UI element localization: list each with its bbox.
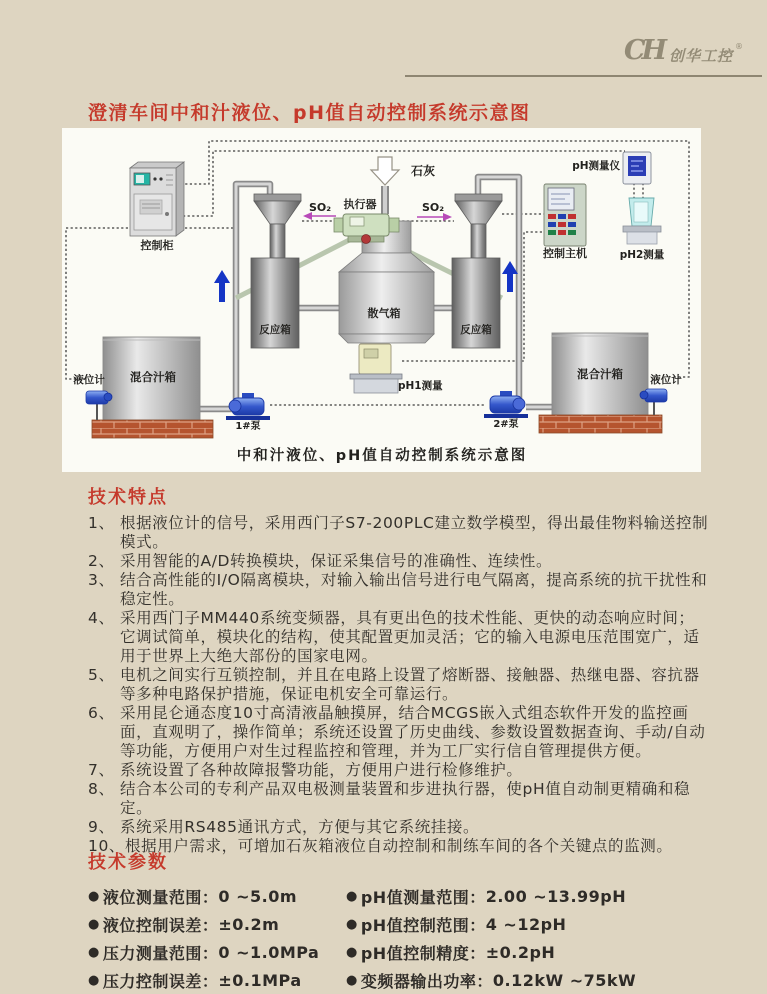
mix-tank-left <box>92 337 213 438</box>
bullet-icon: ● <box>346 916 358 932</box>
parameter-separator: ： <box>201 943 219 963</box>
feature-item <box>88 609 710 666</box>
parameter-row <box>346 966 728 994</box>
parameter-separator: ： <box>469 915 486 935</box>
parameter-row <box>88 938 346 966</box>
bullet-icon: ● <box>346 888 358 904</box>
pump1-label: 1#泵 <box>235 421 261 432</box>
brick-base-right <box>539 415 662 433</box>
feature-item <box>88 666 710 704</box>
feature-number: 1、 <box>88 514 115 532</box>
parameter-label: pH值控制范围 <box>360 915 470 935</box>
parameter-value: 4 ~12pH <box>485 914 567 934</box>
bullet-icon: ● <box>88 944 100 960</box>
so2-left-label: SO₂ <box>308 201 332 214</box>
parameter-separator: ： <box>469 887 486 907</box>
reaction-box-right-label: 反应箱 <box>460 324 492 336</box>
feature-text: 系统设置了各种故障报警功能，方便用户进行检修维护。 <box>120 761 523 779</box>
parameter-row <box>346 938 728 966</box>
feature-text: 根据用户需求，可增加石灰箱液位自动控制和制练车间的各个关键点的监测。 <box>125 837 673 855</box>
parameters-left-column <box>88 882 346 994</box>
control-host-buttons <box>548 214 576 235</box>
ph1-measure-label: pH1测量 <box>398 380 443 392</box>
reaction-box-left-label: 反应箱 <box>259 324 291 336</box>
ph-meter-label: pH测量仪 <box>572 160 620 172</box>
parameter-value: 0 ~5.0m <box>218 886 297 906</box>
parameter-separator: ： <box>469 943 486 963</box>
feature-text: 结合高性能的I/O隔离模块，对输入输出信号进行电气隔离，提高系统的抗干扰性和稳定性。 <box>120 571 708 608</box>
technical-features-section <box>88 483 710 856</box>
feature-number: 7、 <box>88 761 115 779</box>
features-list <box>88 514 710 856</box>
control-host-label: 控制主机 <box>543 247 587 260</box>
parameter-separator: ： <box>201 971 219 991</box>
ph2-measure-label: pH2测量 <box>619 249 665 261</box>
lime-label: 石灰 <box>411 164 436 178</box>
page-title: 澄清车间中和汁液位、pH值自动控制系统示意图 <box>88 102 531 124</box>
bullet-icon: ● <box>346 972 358 988</box>
feature-number: 10、 <box>88 837 126 855</box>
features-heading: 技术特点 <box>88 487 168 508</box>
actuator-label: 执行器 <box>343 198 377 211</box>
level-gauge-left-label: 液位计 <box>73 374 105 386</box>
bullet-icon: ● <box>88 972 100 988</box>
bullet-icon: ● <box>88 888 100 904</box>
parameters-heading: 技术参数 <box>88 852 168 873</box>
mix-tank-right <box>539 333 662 433</box>
feature-item <box>88 514 710 552</box>
control-cabinet <box>130 162 184 236</box>
parameter-value: 0 ~1.0MPa <box>218 942 320 962</box>
feature-item <box>88 780 710 818</box>
feature-text: 结合本公司的专利产品双电极测量装置和步进执行器，使pH值自动制更精确和稳定。 <box>120 780 691 817</box>
parameters-right-column <box>346 882 728 994</box>
feature-text: 电机之间实行互锁控制，并且在电路上设置了熔断器、接触器、热继电器、容抗器等多种电路保护措施，保证电机安全可靠运行。 <box>120 666 700 703</box>
parameter-value: ±0.1MPa <box>218 970 302 990</box>
parameter-value: 2.00 ~13.99pH <box>485 886 627 906</box>
pump2-label: 2#泵 <box>493 419 519 430</box>
parameter-label: 液位测量范围 <box>102 887 202 907</box>
brick-base-left <box>92 420 213 438</box>
parameter-label: pH值测量范围 <box>360 887 470 907</box>
parameter-row <box>346 882 728 910</box>
feature-item <box>88 704 710 761</box>
feature-item <box>88 552 710 571</box>
company-logo <box>623 35 743 66</box>
logo-company-name: 创华工控 <box>668 47 733 65</box>
feature-number: 3、 <box>88 571 115 589</box>
parameters-grid <box>88 882 728 994</box>
mix-tank-left-label: 混合汁箱 <box>130 370 176 384</box>
diagram-caption: 中和汁液位、pH值自动控制系统示意图 <box>236 448 528 464</box>
feature-text: 采用西门子MM440系统变频器，具有更出色的技术性能、更快的动态响应时间；它调试简单，模块化的结构，使其配置更加灵活；它的输入电源电压范围宽广，适用于世界上大绝大部份的国家电网。 <box>120 609 700 665</box>
parameter-row <box>88 882 346 910</box>
parameter-label: 变频器输出功率 <box>360 971 477 991</box>
feature-number: 9、 <box>88 818 115 836</box>
bullet-icon: ● <box>88 916 100 932</box>
mix-tank-right-label: 混合汁箱 <box>577 367 623 381</box>
feature-number: 4、 <box>88 609 115 627</box>
level-gauge-right-label: 液位计 <box>650 374 682 386</box>
feature-text: 采用昆仑通态度10寸高清液晶触摸屏，结合MCGS嵌入式组态软件开发的监控画面，直观明了，操作简单；系统还设置了历史曲线、参数设置数据查询、手动/自动等功能，方便用户对生过程监控和管理，并为工厂实行信自管理提供方便。 <box>120 704 706 760</box>
actuator-valve <box>362 235 371 244</box>
parameter-separator: ： <box>201 887 219 907</box>
bullet-icon: ● <box>346 944 358 960</box>
technical-parameters-section <box>88 848 728 994</box>
parameter-value: ±0.2pH <box>485 942 556 962</box>
control-host <box>544 184 586 246</box>
parameter-row <box>88 966 346 994</box>
feature-text: 根据液位计的信号，采用西门子S7-200PLC建立数学模型，得出最佳物料输送控制模式。 <box>120 514 709 551</box>
parameter-row <box>346 910 728 938</box>
parameter-value: 0.12kW ~75kW <box>492 970 637 990</box>
control-cabinet-label: 控制柜 <box>140 239 174 252</box>
feature-item <box>88 818 710 837</box>
feature-number: 6、 <box>88 704 115 722</box>
so2-right-label: SO₂ <box>421 201 445 214</box>
feature-item <box>88 571 710 609</box>
feature-text: 系统采用RS485通讯方式，方便与其它系统挂接。 <box>120 818 480 836</box>
logo-ch-monogram-icon: CH <box>623 35 663 66</box>
parameter-row <box>88 910 346 938</box>
logo-registered-mark: ® <box>735 42 743 51</box>
schematic-svg <box>62 128 701 472</box>
parameter-label: 液位控制误差 <box>102 915 202 935</box>
parameter-separator: ： <box>476 971 493 991</box>
parameter-label: 压力测量范围 <box>102 943 202 963</box>
feature-number: 5、 <box>88 666 115 684</box>
parameter-label: pH值控制精度 <box>360 943 470 963</box>
feature-text: 采用智能的A/D转换模块，保证采集信号的准确性、连续性。 <box>120 552 553 570</box>
air-release-tank-label: 散气箱 <box>367 307 401 320</box>
feature-number: 2、 <box>88 552 115 570</box>
system-schematic-diagram <box>62 128 701 472</box>
feature-number: 8、 <box>88 780 115 798</box>
parameter-separator: ： <box>201 915 219 935</box>
feature-item <box>88 761 710 780</box>
actuator-display <box>350 217 364 226</box>
ph-meter-monitor <box>623 152 651 184</box>
parameter-label: 压力控制误差 <box>102 971 202 991</box>
parameter-value: ±0.2m <box>218 914 280 934</box>
header-divider <box>405 75 762 77</box>
